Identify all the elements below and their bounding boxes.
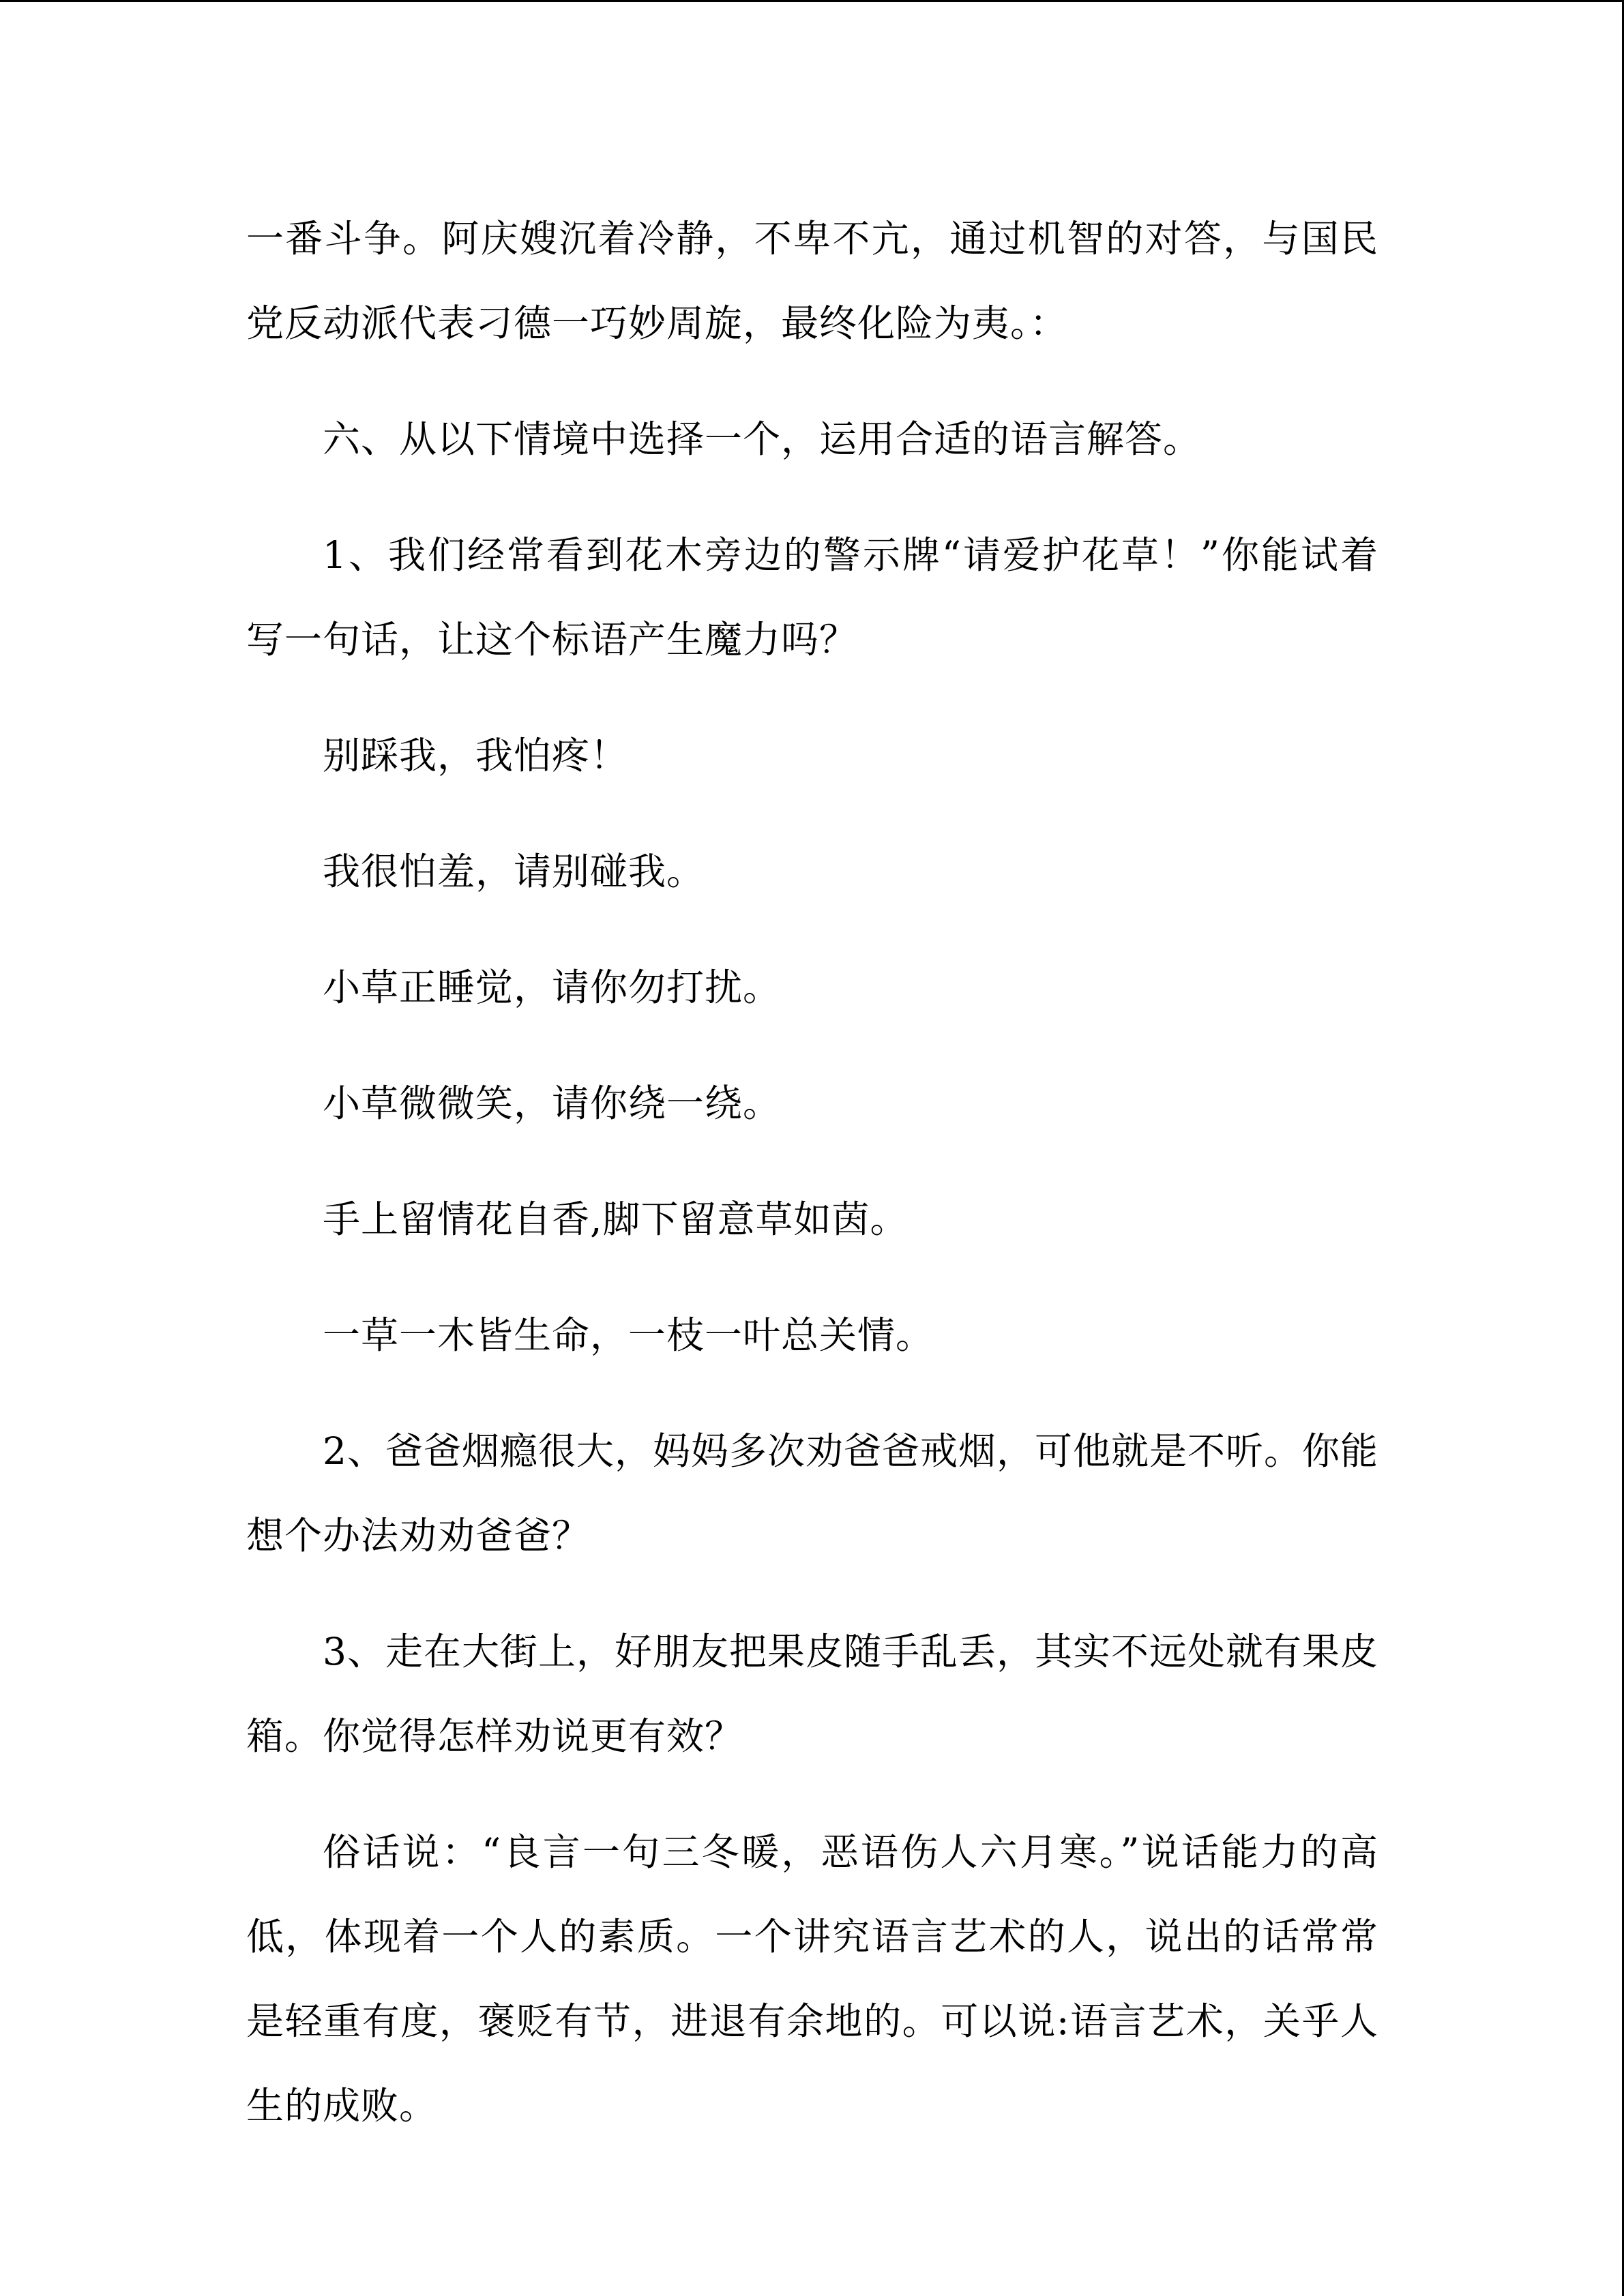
- document-page: [246, 196, 1378, 2148]
- page-border-top: [0, 0, 1624, 2]
- paragraph-2: 六、从以下情境中选择一个，运用合适的语言解答。: [323, 417, 1202, 461]
- paragraph-1: 一番斗争。阿庆嫂沉着冷静，不卑不亢，通过机智的对答，与国民党反动派代表刁德一巧妙周旋，最终化险为夷。：: [246, 217, 1378, 345]
- paragraph-9: 一草一木皆生命，一枝一叶总关情。: [323, 1313, 934, 1357]
- paragraph-6: 小草正睡觉，请你勿打扰。: [323, 966, 782, 1009]
- paragraph-8: 手上留情花自香,脚下留意草如茵。: [323, 1197, 909, 1241]
- paragraph-12: 俗话说：“良言一句三冬暖，恶语伤人六月寒。”说话能力的高低，体现着一个人的素质。一个讲究语言艺术的人，说出的话常常是轻重有度，褒贬有节，进退有余地的。可以说:语言艺术，关乎人生的成败。: [246, 1830, 1378, 2128]
- paragraph-3: 1、我们经常看到花木旁边的警示牌“请爱护花草！”你能试着写一句话，让这个标语产生魔力吗？: [246, 533, 1378, 661]
- paragraph-7: 小草微微笑，请你绕一绕。: [323, 1082, 782, 1125]
- paragraph-10: 2、爸爸烟瘾很大，妈妈多次劝爸爸戒烟，可他就是不听。你能想个办法劝劝爸爸？: [246, 1429, 1378, 1557]
- paragraph-11: 3、走在大街上，好朋友把果皮随手乱丢，其实不远处就有果皮箱。你觉得怎样劝说更有效？: [246, 1630, 1378, 1758]
- paragraph-4: 别踩我，我怕疼！: [323, 734, 629, 777]
- paragraph-5: 我很怕羞，请别碰我。: [323, 850, 705, 893]
